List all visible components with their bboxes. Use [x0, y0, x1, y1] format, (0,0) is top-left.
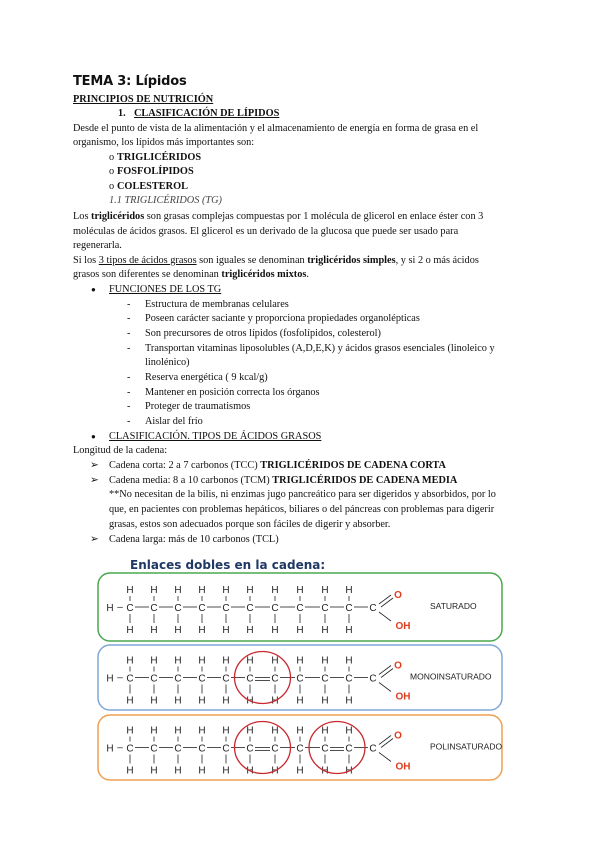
- atom-c: C: [150, 673, 158, 685]
- text: Si los: [73, 255, 99, 266]
- bullet-dot: ●: [91, 432, 96, 441]
- atom-h: H: [126, 765, 134, 777]
- dash: -: [127, 328, 131, 339]
- atom-h: H: [198, 725, 206, 737]
- text: .: [306, 269, 309, 280]
- atom-oh: OH: [395, 621, 411, 632]
- atom-h: H: [174, 655, 182, 667]
- atom-h: H: [150, 695, 158, 707]
- atom-h: H: [271, 695, 279, 707]
- atom-h: H: [246, 625, 254, 636]
- atom-h: H: [174, 765, 182, 777]
- atom-h: H: [246, 765, 254, 777]
- funcion-item-cont: linolénico): [145, 357, 190, 368]
- text: son grasas complejas compuestas por 1 molécula de glicerol en enlace éster con 3: [144, 211, 484, 222]
- atom-c: C: [126, 603, 134, 614]
- bond-line: [379, 666, 391, 675]
- atom-c: C: [296, 673, 304, 685]
- atom-h: H: [296, 585, 304, 596]
- dash: -: [127, 372, 131, 383]
- dash: -: [127, 387, 131, 398]
- atom-h: H: [271, 625, 279, 636]
- atom-h: H: [126, 725, 134, 737]
- lipid-item: COLESTEROL: [117, 181, 188, 192]
- lipid-bullet: o: [109, 166, 115, 177]
- text: Los: [73, 211, 92, 222]
- bond-line: [381, 739, 393, 748]
- atom-h: H: [150, 655, 158, 667]
- bond: –: [117, 742, 123, 754]
- atom-c: C: [321, 673, 329, 685]
- funcion-item: Aislar del frío: [145, 416, 203, 427]
- bond-line: [379, 753, 391, 762]
- lipid-bullet: o: [109, 152, 115, 163]
- atom-c: C: [174, 603, 182, 614]
- atom-h: H: [271, 765, 279, 777]
- atom-c: C: [271, 743, 279, 755]
- term-simples: triglicéridos simples: [307, 255, 396, 266]
- atom-c: C: [246, 603, 254, 614]
- subsection-number: 1.: [118, 108, 126, 119]
- dash: -: [127, 299, 131, 310]
- atom-h: H: [126, 625, 134, 636]
- atom-c: C: [222, 673, 230, 685]
- panel-label: POLINSATURADO: [430, 741, 503, 752]
- funcion-item: Transportan vitaminas liposolubles (A,D,E,K) y ácidos grasos esenciales (linoleico y: [145, 343, 495, 354]
- bond-line: [381, 598, 393, 607]
- atom-h: H: [150, 625, 158, 636]
- atom-h: H: [345, 765, 353, 777]
- atom-o: O: [394, 590, 402, 601]
- atom-c: C: [126, 743, 134, 755]
- atom-h: H: [271, 585, 279, 596]
- bond-line: [379, 683, 391, 692]
- atom-c: C: [321, 743, 329, 755]
- atom-h: H: [246, 695, 254, 707]
- atom-o: O: [394, 730, 402, 742]
- atom-h: H: [345, 725, 353, 737]
- atom-h: H: [222, 625, 230, 636]
- atom-c: C: [271, 603, 279, 614]
- text: Cadena media: 8 a 10 carbonos (TCM): [109, 475, 273, 486]
- atom-c: C: [150, 603, 158, 614]
- atom-h: H: [126, 695, 134, 707]
- atom-h: H: [106, 743, 114, 755]
- funcion-item: Poseen carácter saciante y proporciona propiedades organolépticas: [145, 313, 420, 324]
- bond: –: [117, 602, 123, 613]
- atom-h: H: [246, 655, 254, 667]
- atom-h: H: [345, 585, 353, 596]
- atom-h: H: [198, 585, 206, 596]
- section-heading: PRINCIPIOS DE NUTRICIÓN: [73, 94, 214, 105]
- atom-h: H: [222, 655, 230, 667]
- atom-h: H: [222, 695, 230, 707]
- note-line-3: grasas, estos son adecuados porque son fáciles de digerir y absorber.: [109, 519, 391, 530]
- funcion-item: Estructura de membranas celulares: [145, 299, 289, 310]
- atom-c: C: [174, 743, 182, 755]
- atom-h: H: [126, 585, 134, 596]
- atom-h: H: [271, 655, 279, 667]
- paragraph-tg-line-2: moléculas de ácidos grasos. El glicerol es un derivado de la glucosa que puede ser usado para: [73, 226, 459, 237]
- page-title: TEMA 3: Lípidos: [73, 74, 187, 89]
- dash: -: [127, 416, 131, 427]
- atom-o: O: [394, 660, 402, 672]
- lipid-bullet: o: [109, 181, 115, 192]
- atom-h: H: [296, 725, 304, 737]
- atom-h: H: [345, 655, 353, 667]
- atom-h: H: [174, 585, 182, 596]
- figure-title: Enlaces dobles en la cadena:: [130, 558, 326, 572]
- atom-c: C: [296, 603, 304, 614]
- bond-line: [379, 736, 391, 745]
- atom-h: H: [106, 603, 114, 614]
- intro-line-2: organismo, los lípidos más importantes son:: [73, 137, 255, 148]
- term-mixtos: triglicéridos mixtos: [221, 269, 307, 280]
- atom-c: C: [150, 743, 158, 755]
- tg-heading: 1.1 TRIGLICÉRIDOS (TG): [109, 195, 222, 206]
- text: , y si 2 o más ácidos: [395, 255, 479, 266]
- atom-h: H: [222, 765, 230, 777]
- clasificacion-heading: CLASIFICACIÓN. TIPOS DE ÁCIDOS GRASOS: [109, 431, 322, 442]
- note-line-2: que, en pacientes con problemas hepáticos, biliares o del páncreas con problemas para digerir: [109, 504, 495, 515]
- atom-c: C: [222, 603, 230, 614]
- panel-label: SATURADO: [430, 601, 477, 611]
- arrow-bullet: ➢: [90, 475, 99, 486]
- atom-h: H: [198, 695, 206, 707]
- atom-h: H: [150, 725, 158, 737]
- atom-h: H: [222, 725, 230, 737]
- atom-c: C: [321, 603, 329, 614]
- atom-c: C: [222, 743, 230, 755]
- intro-line-1: Desde el punto de vista de la alimentación y el almacenamiento de energía en forma de grasa en el: [73, 123, 479, 134]
- atom-h: H: [126, 655, 134, 667]
- bullet-dot: ●: [91, 285, 96, 294]
- tcm-bold: TRIGLICÉRIDOS DE CADENA MEDIA: [272, 475, 458, 486]
- atom-h: H: [198, 655, 206, 667]
- atom-oh: OH: [395, 691, 411, 703]
- atom-c: C: [198, 743, 206, 755]
- atom-h: H: [198, 765, 206, 777]
- subsection-heading: CLASIFICACIÓN DE LÍPIDOS: [134, 108, 280, 119]
- atom-h: H: [321, 625, 329, 636]
- funcion-item: Proteger de traumatismos: [145, 401, 251, 412]
- arrow-bullet: ➢: [90, 460, 99, 471]
- note-line-1: **No necesitan de la bilis, ni enzimas jugo pancreático para ser digeridos y absorbidos, por lo: [109, 489, 496, 500]
- bond-line: [381, 669, 393, 678]
- funcion-item: Mantener en posición correcta los órganos: [145, 387, 320, 398]
- atom-c: C: [369, 743, 377, 755]
- atom-c: C: [246, 673, 254, 685]
- tcc-bold: TRIGLICÉRIDOS DE CADENA CORTA: [260, 460, 446, 471]
- term-trigliceridos: triglicéridos: [91, 211, 145, 222]
- atom-c: C: [369, 673, 377, 685]
- atom-h: H: [246, 725, 254, 737]
- atom-c: C: [198, 603, 206, 614]
- atom-c: C: [345, 673, 353, 685]
- atom-h: H: [150, 585, 158, 596]
- atom-h: H: [174, 725, 182, 737]
- atom-h: H: [296, 765, 304, 777]
- atom-c: C: [296, 743, 304, 755]
- text: grasos son diferentes se denominan: [73, 269, 222, 280]
- atom-h: H: [174, 695, 182, 707]
- atom-h: H: [296, 625, 304, 636]
- arrow-bullet: ➢: [90, 534, 99, 545]
- atom-c: C: [246, 743, 254, 755]
- atom-h: H: [246, 585, 254, 596]
- dash: -: [127, 343, 131, 354]
- atom-h: H: [150, 765, 158, 777]
- dash: -: [127, 401, 131, 412]
- atom-h: H: [198, 625, 206, 636]
- bond-line: [379, 595, 391, 604]
- longitud-label: Longitud de la cadena:: [73, 445, 168, 456]
- atom-c: C: [126, 673, 134, 685]
- paragraph-tg-line-3: regenerarla.: [73, 240, 122, 251]
- atom-oh: OH: [395, 761, 411, 773]
- atom-h: H: [296, 695, 304, 707]
- funcion-item: Son precursores de otros lípidos (fosfolípidos, colesterol): [145, 328, 381, 339]
- atom-c: C: [345, 603, 353, 614]
- cadena-larga: Cadena larga: más de 10 carbonos (TCL): [109, 534, 279, 545]
- lipid-item: FOSFOLÍPIDOS: [117, 166, 194, 177]
- atom-h: H: [321, 725, 329, 737]
- atom-h: H: [296, 655, 304, 667]
- bond: –: [117, 672, 123, 684]
- funcion-item: Reserva energética ( 9 kcal/g): [145, 372, 268, 383]
- atom-h: H: [321, 655, 329, 667]
- text: son iguales se denominan: [196, 255, 308, 266]
- bond-line: [379, 612, 391, 621]
- atom-h: H: [106, 673, 114, 685]
- atom-c: C: [345, 743, 353, 755]
- dash: -: [127, 313, 131, 324]
- atom-c: C: [369, 603, 377, 614]
- atom-c: C: [271, 673, 279, 685]
- panel-label: MONOINSATURADO: [410, 671, 492, 682]
- atom-h: H: [321, 765, 329, 777]
- funciones-heading: FUNCIONES DE LOS TG: [109, 284, 222, 295]
- atom-h: H: [345, 695, 353, 707]
- atom-h: H: [222, 585, 230, 596]
- atom-c: C: [174, 673, 182, 685]
- underlined-text: 3 tipos de ácidos grasos: [98, 255, 197, 266]
- atom-h: H: [321, 695, 329, 707]
- atom-h: H: [345, 625, 353, 636]
- atom-h: H: [321, 585, 329, 596]
- text: Cadena corta: 2 a 7 carbonos (TCC): [109, 460, 261, 471]
- atom-c: C: [198, 673, 206, 685]
- atom-h: H: [271, 725, 279, 737]
- lipid-item: TRIGLICÉRIDOS: [117, 152, 202, 163]
- atom-h: H: [174, 625, 182, 636]
